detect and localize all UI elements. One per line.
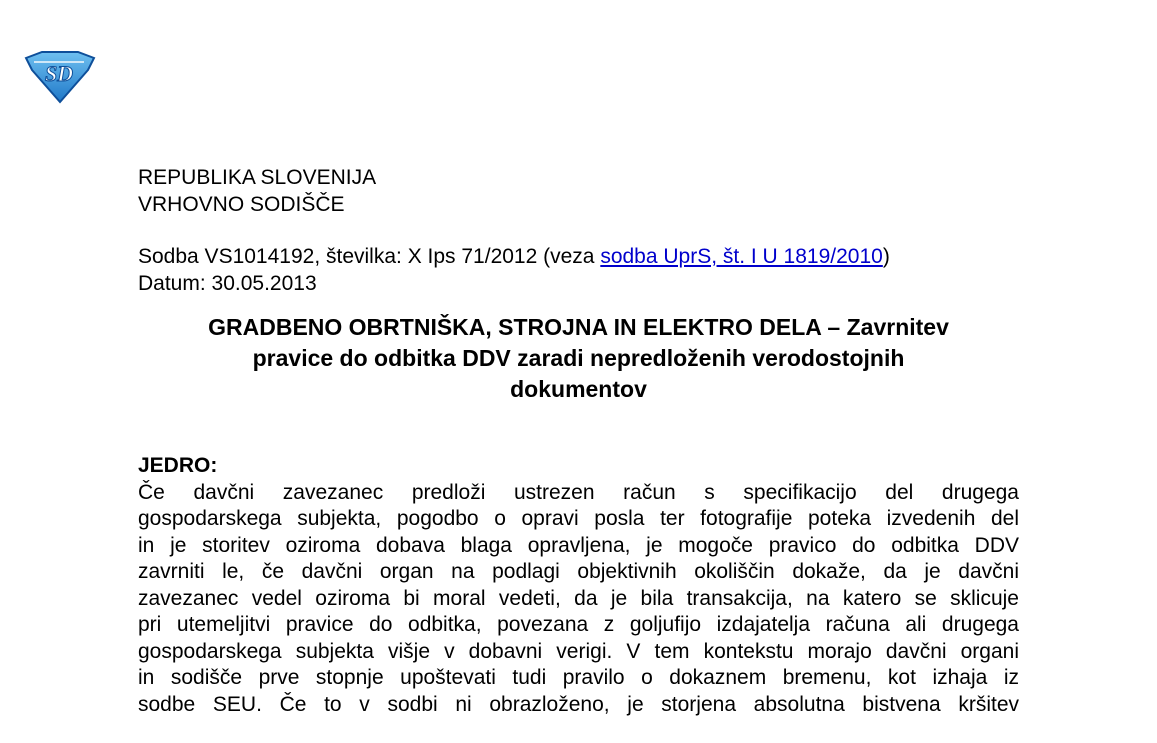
paragraph-line: pri utemeljitvi pravice do odbitka, povezana z goljufijo izdajatelja računa ali drugega [138, 613, 1019, 636]
case-reference-prefix: Sodba VS1014192, številka: X Ips 71/2012 (veza [138, 245, 601, 268]
country-name: REPUBLIKA SLOVENIJA [138, 166, 377, 189]
title-line-1: GRADBENO OBRTNIŠKA, STROJNA IN ELEKTRO DELA – Zavrnitev [208, 314, 949, 340]
paragraph-line: gospodarskega subjekta višje v dobavni verigi. V tem kontekstu morajo davčni organi [138, 639, 1019, 663]
jedro-paragraph [138, 480, 1019, 719]
paragraph-line: sodbe SEU. Če to v sodbi ni obrazloženo, je storjena absolutna bistvena kršitev [138, 692, 1019, 716]
title-line-3: dokumentov [510, 376, 647, 402]
case-reference [138, 244, 1019, 271]
paragraph-line: in sodišče prve stopnje upoštevati tudi pravilo o dokaznem bremenu, kot izhaja iz [138, 666, 1019, 689]
case-reference-suffix: ) [882, 245, 890, 268]
paragraph-line: gospodarskega subjekta, pogodbo o opravi posla ter fotografije poteka izvedenih del [138, 507, 1019, 530]
court-name: VRHOVNO SODIŠČE [138, 192, 345, 216]
title-line-2: pravice do odbitka DDV zaradi nepredloženih verodostojnih [252, 345, 905, 371]
judgment-date: Datum: 30.05.2013 [138, 271, 317, 295]
paragraph-line: zavrniti le, če davčni organ na podlagi objektivnih okoliščin dokaže, da je davčni [138, 560, 1019, 583]
document-title [138, 312, 1019, 405]
paragraph-line: in je storitev oziroma dobava blaga opravljena, je mogoče pravico do odbitka DDV [138, 533, 1019, 557]
court-logo [22, 48, 96, 104]
document-page [138, 165, 1019, 718]
svg-text:SD: SD [44, 61, 74, 86]
paragraph-line: Če davčni zavezanec predloži ustrezen račun s specifikacijo del drugega [138, 480, 1019, 504]
jedro-heading: JEDRO: [138, 454, 218, 477]
related-judgment-link[interactable]: sodba UprS, št. I U 1819/2010 [600, 245, 883, 268]
paragraph-line: zavezanec vedel oziroma bi moral vedeti, da je bila transakcija, na katero se sklicuje [138, 586, 1019, 610]
supreme-court-emblem-icon [22, 48, 96, 104]
